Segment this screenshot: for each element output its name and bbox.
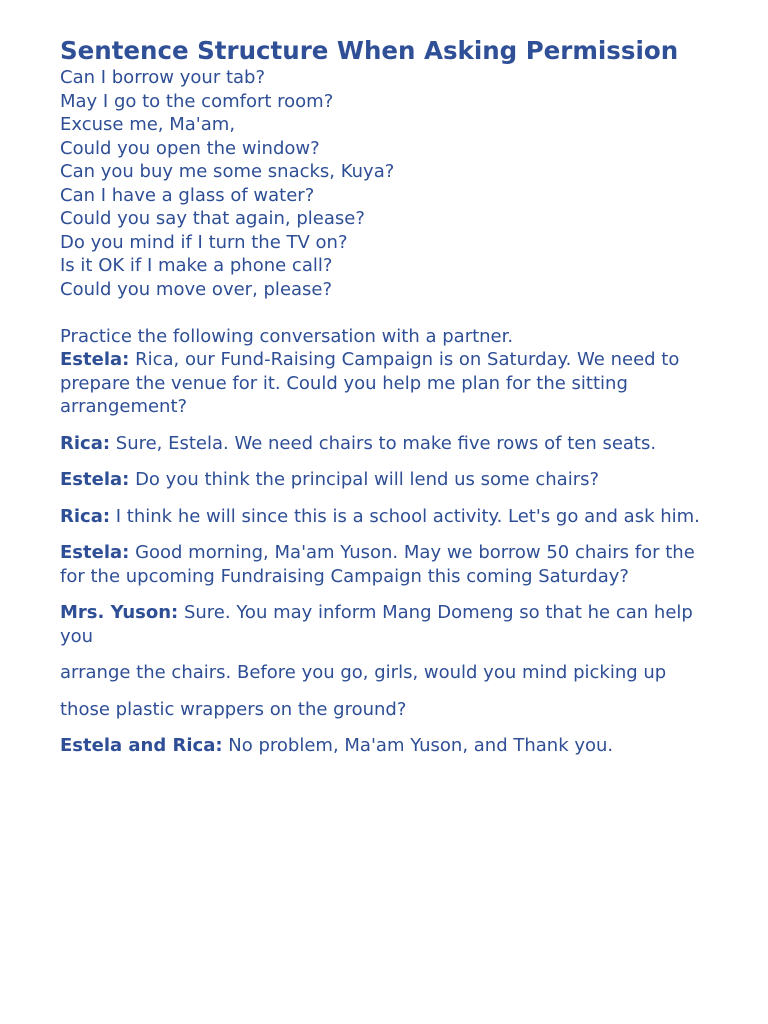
dialogue-line: those plastic wrappers on the ground? (60, 698, 407, 720)
dialogue-turn (60, 601, 720, 648)
dialogue-turn (60, 661, 720, 685)
dialogue-turn (60, 541, 720, 588)
dialogue-line: No problem, Ma'am Yuson, and Thank you. (222, 735, 614, 756)
speaker-name: Estela: (60, 542, 130, 563)
dialogue-line: Do you think the principal will lend us some chairs? (129, 469, 600, 490)
dialogue-line: Rica, our Fund-Raising Campaign is on Saturday. We need to prepare the venue for it. Could you help me plan for the sitting arrangement? (60, 349, 680, 417)
speaker-name: Rica: (60, 505, 111, 527)
document-title: Sentence Structure When Asking Permission (60, 36, 679, 65)
dialogue-turn (60, 505, 720, 529)
dialogue-line: arrange the chairs. Before you go, girls, would you mind picking up (60, 662, 667, 683)
speaker-name: Estela: (60, 469, 130, 490)
speaker-name: Estela: (60, 349, 130, 370)
speaker-name: Mrs. Yuson: (60, 602, 179, 623)
dialogue-line: Sure, Estela. We need chairs to make five rows of ten seats. (110, 432, 657, 454)
dialogue-turn (60, 432, 720, 456)
document-page (60, 36, 720, 771)
speaker-name: Estela and Rica: (60, 735, 223, 756)
example-sentence-list (60, 66, 720, 301)
example-sentence: Could you open the window? (60, 137, 320, 159)
dialogue-line: Good morning, Ma'am Yuson. May we borrow 50 chairs for the for the upcoming Fundraising Campaign this coming Saturday? (60, 542, 695, 587)
example-sentence: Could you move over, please? (60, 278, 333, 300)
speaker-name: Rica: (60, 432, 111, 454)
example-sentence: May I go to the comfort room? (60, 90, 334, 112)
dialogue-turn (60, 734, 720, 758)
example-sentence: Excuse me, Ma'am, (60, 114, 236, 135)
dialogue-line: I think he will since this is a school activity. Let's go and ask him. (110, 505, 700, 527)
example-sentence: Can I have a glass of water? (60, 184, 315, 206)
example-sentence: Can you buy me some snacks, Kuya? (60, 161, 395, 182)
dialogue-turn (60, 698, 720, 722)
dialogue-turn (60, 348, 720, 419)
example-sentence: Is it OK if I make a phone call? (60, 255, 333, 276)
dialogue (60, 348, 720, 758)
example-sentence: Do you mind if I turn the TV on? (60, 231, 348, 253)
dialogue-line: Sure. You may inform Mang Domeng so that he can help you (60, 602, 693, 647)
practice-instruction: Practice the following conversation with a partner. (60, 325, 514, 347)
example-sentence: Can I borrow your tab? (60, 67, 266, 88)
dialogue-turn (60, 468, 720, 492)
example-sentence: Could you say that again, please? (60, 208, 365, 229)
